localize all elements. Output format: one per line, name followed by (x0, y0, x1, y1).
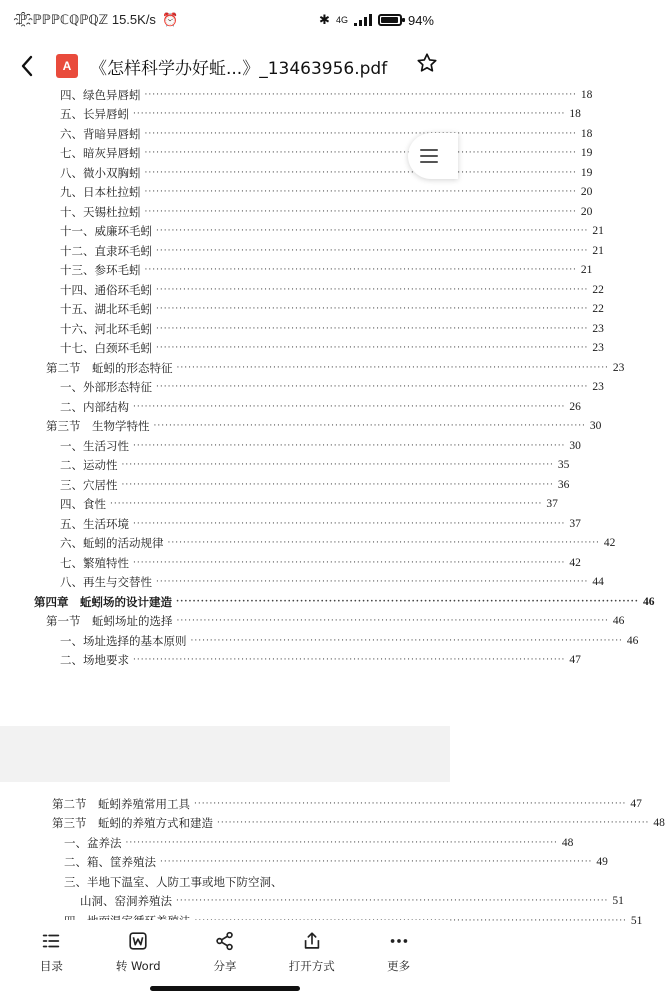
toc-entry-leader (145, 265, 577, 275)
toc-entry-leader (122, 460, 554, 470)
toc-entry-page: 23 (612, 361, 625, 374)
toc-entry-title: 八、微小双胸蚓 (60, 165, 141, 180)
toc-entry-title: 二、内部结构 (60, 399, 129, 414)
page-separator (0, 726, 450, 782)
toc-entry[interactable] (60, 436, 581, 456)
toc-entry-page: 46 (626, 634, 639, 647)
alarm-icon: ⏰ (161, 12, 179, 27)
toc-entry[interactable] (64, 872, 408, 892)
toc-entry[interactable] (60, 534, 616, 554)
toc-entry-page: 42 (603, 537, 616, 550)
toc-entry-leader (160, 857, 592, 867)
toc-entry-title: 第一节 蚯蚓场址的选择 (46, 614, 173, 629)
list-icon (40, 930, 62, 952)
toc-entry-page: 23 (592, 381, 604, 394)
toc-entry-leader (133, 558, 565, 568)
toc-entry-title: 六、蚯蚓的活动规律 (60, 536, 164, 551)
toc-entry-leader (156, 226, 588, 236)
toc-entry-page: 51 (630, 914, 643, 927)
toc-entry-leader (177, 363, 609, 373)
toc-entry-page: 19 (580, 147, 593, 160)
open-with-label: 打开方式 (288, 959, 335, 973)
share-icon (214, 930, 236, 952)
toc-entry[interactable] (52, 814, 665, 834)
toc-entry-title: 一、场址选择的基本原则 (60, 633, 187, 648)
toc-entry[interactable] (80, 892, 624, 912)
toc-entry-title: 山洞、窑洞养殖法 (80, 894, 172, 909)
battery-percent: 94% (407, 12, 434, 28)
toc-entry-page: 42 (569, 556, 581, 569)
more-icon (388, 930, 410, 952)
toc-entry[interactable] (46, 612, 625, 632)
title-bar (0, 44, 450, 88)
convert-word-button[interactable] (98, 930, 178, 974)
toc-entry-leader (110, 499, 542, 509)
toc-label: 目录 (39, 959, 63, 973)
toc-entry-leader (156, 285, 588, 295)
toc-entry-page: 35 (557, 459, 570, 472)
toc-entry[interactable] (60, 631, 639, 651)
toc-entry[interactable] (60, 573, 604, 593)
toc-entry[interactable] (46, 417, 602, 437)
toc-entry-title: 三、穴居性 (60, 477, 118, 492)
toc-entry-title: 一、生活习性 (60, 438, 129, 453)
toc-entry-leader (217, 818, 649, 828)
toc-entry-title: 十三、参环毛蚓 (60, 263, 141, 278)
status-bar (0, 0, 450, 40)
toc-entry-leader (156, 324, 588, 334)
status-left (18, 12, 178, 28)
toc-entry-title: 七、暗灰异唇蚓 (60, 146, 141, 161)
home-indicator[interactable] (150, 986, 300, 991)
toc-entry-leader (133, 655, 565, 665)
back-button[interactable] (14, 51, 40, 81)
toc-entry-title: 第三节 生物学特性 (46, 419, 150, 434)
toc-entry-title: 二、箱、筐养殖法 (64, 855, 156, 870)
toc-entry-leader (156, 343, 588, 353)
convert-word-label: 转 Word (115, 959, 161, 973)
toc-entry-title: 十四、通俗环毛蚓 (60, 282, 152, 297)
toc-entry-title: 十一、威廉环毛蚓 (60, 224, 152, 239)
toc-entry-page: 21 (592, 225, 604, 238)
toc-entry[interactable] (60, 124, 593, 144)
toc-entry-page: 21 (580, 264, 593, 277)
open-with-icon (301, 930, 323, 952)
toc-entry[interactable] (60, 163, 593, 183)
document-title: 《怎样科学办好蚯...》_13463956.pdf (90, 58, 388, 79)
toc-entry[interactable] (60, 85, 593, 105)
toc-entry-leader (156, 382, 588, 392)
toc-entry-leader (156, 577, 588, 587)
toc-entry-title: 十七、白颈环毛蚓 (60, 341, 152, 356)
toc-entry-page: 44 (592, 576, 604, 589)
toc-entry[interactable] (34, 592, 655, 612)
toc-entry-leader (126, 838, 558, 848)
toc-entry-title: 三、半地下温室、人防工事或地下防空洞、 (64, 874, 283, 889)
toc-entry-page: 22 (592, 303, 604, 316)
toc-entry-leader (177, 616, 609, 626)
toc-entry-title: 九、日本杜拉蚓 (60, 185, 141, 200)
back-arrow-icon (20, 55, 34, 77)
toc-entry[interactable] (60, 105, 581, 125)
toc-entry-title: 十五、湖北环毛蚓 (60, 302, 152, 317)
toc-entry[interactable] (60, 202, 593, 222)
toc-entry-title: 二、运动性 (60, 458, 118, 473)
toc-entry-page: 20 (580, 186, 593, 199)
toc-entry[interactable] (60, 241, 604, 261)
toc-entry-leader (191, 636, 623, 646)
toc-entry-page: 18 (580, 88, 593, 101)
toc-entry[interactable] (60, 144, 593, 164)
toc-entry[interactable] (60, 280, 604, 300)
toc-entry[interactable] (60, 300, 604, 320)
toc-entry-page: 51 (612, 895, 624, 908)
toc-entry-leader (194, 799, 626, 809)
toc-entry-title: 十二、直隶环毛蚓 (60, 243, 152, 258)
pdf-file-icon: A (56, 54, 78, 78)
toc-entry-page: 47 (630, 797, 642, 810)
toc-entry-leader (156, 246, 588, 256)
toc-entry-leader (156, 304, 588, 314)
favorite-button[interactable] (416, 52, 438, 80)
share-label: 分享 (213, 959, 237, 973)
toc-entry-page: 47 (569, 654, 581, 667)
toc-entry-title: 第二节 蚯蚓养殖常用工具 (52, 796, 190, 811)
toc-entry[interactable] (60, 495, 558, 515)
toc-entry[interactable] (60, 475, 570, 495)
toc-entry-page: 23 (592, 342, 604, 355)
toc-entry-leader (145, 168, 577, 178)
toc-entry-title: 五、长异唇蚓 (60, 107, 129, 122)
toc-entry-title: 第四章 蚯蚓场的设计建造 (34, 594, 172, 609)
toc-entry-leader (145, 207, 577, 217)
toc-entry-page: 18 (580, 127, 593, 140)
more-label: 更多 (387, 959, 411, 973)
toc-entry-page: 18 (569, 108, 581, 121)
toc-button[interactable] (11, 930, 91, 974)
toc-entry-title: 五、生活环境 (60, 516, 129, 531)
bluetooth-icon: ✱ (319, 12, 330, 27)
toc-entry-leader (168, 538, 600, 548)
word-icon (127, 930, 149, 952)
toc-entry-page: 22 (592, 283, 604, 296)
toc-entry-title: 二、场地要求 (60, 653, 129, 668)
toc-entry-title: 第二节 蚯蚓的形态特征 (46, 360, 173, 375)
toc-entry[interactable] (60, 378, 604, 398)
toc-entry[interactable] (64, 833, 574, 853)
toc-entry-page: 46 (642, 595, 655, 608)
toc-entry-leader (154, 421, 586, 431)
toc-entry-page: 20 (580, 205, 593, 218)
toc-entry-leader (145, 187, 577, 197)
signal-icon (354, 14, 372, 26)
toc-entry-title: 八、再生与交替性 (60, 575, 152, 590)
toc-entry-leader (176, 896, 608, 906)
battery-fill (381, 17, 398, 23)
toc-entry-page: 49 (596, 856, 608, 869)
toc-entry-page: 48 (653, 817, 665, 830)
toc-entry-page: 19 (580, 166, 593, 179)
toc-entry[interactable] (60, 553, 581, 573)
toc-entry-page: 23 (592, 322, 604, 335)
toc-entry-page: 30 (569, 439, 581, 452)
pdf-page-2[interactable] (0, 782, 665, 927)
toc-entry[interactable] (60, 456, 570, 476)
toc-entry-title: 四、绿色异唇蚓 (60, 87, 141, 102)
network-type: 4G (335, 15, 348, 25)
toc-entry-leader (133, 441, 565, 451)
toc-entry-page: 36 (557, 478, 570, 491)
toc-entry-page: 30 (589, 420, 602, 433)
toc-entry-title: 四、食性 (60, 497, 106, 512)
toc-entry-page: 37 (569, 517, 581, 530)
toc-entry[interactable] (46, 358, 625, 378)
toc-entry-title: 七、繁殖特性 (60, 555, 129, 570)
toc-entry-leader (176, 597, 639, 607)
toc-entry-title: 一、外部形态特征 (60, 380, 152, 395)
toc-entry-leader (133, 402, 565, 412)
toc-entry-title: 第三节 蚯蚓的养殖方式和建造 (52, 816, 213, 831)
toc-entry[interactable] (60, 183, 593, 203)
menu-icon (420, 149, 438, 163)
bottom-toolbar (0, 920, 450, 984)
toc-entry-title: 十、天锡杜拉蚓 (60, 204, 141, 219)
toc-entry[interactable] (52, 794, 642, 814)
toc-entry[interactable] (64, 853, 608, 873)
more-button[interactable] (359, 930, 439, 974)
toc-entry-title: 六、背暗异唇蚓 (60, 126, 141, 141)
star-icon (416, 52, 438, 74)
side-menu-button[interactable] (408, 133, 458, 179)
share-button[interactable] (185, 930, 265, 974)
toc-entry-page: 46 (612, 615, 625, 628)
toc-entry-leader (133, 519, 565, 529)
toc-entry[interactable] (60, 319, 604, 339)
toc-entry-title: 一、盆养法 (64, 835, 122, 850)
toc-entry-page: 21 (592, 244, 604, 257)
toc-entry-leader (133, 109, 565, 119)
toc-entry-leader (122, 480, 554, 490)
toc-entry[interactable] (60, 514, 581, 534)
toc-entry[interactable] (60, 261, 593, 281)
toc-entry[interactable] (60, 397, 581, 417)
toc-entry[interactable] (60, 222, 604, 242)
toc-entry-leader (145, 90, 577, 100)
toc-entry[interactable] (60, 339, 604, 359)
toc-entry-page: 26 (569, 400, 581, 413)
battery-icon (378, 14, 402, 26)
toc-entry-title: 十六、河北环毛蚓 (60, 321, 152, 336)
toc-entry-leader (145, 148, 577, 158)
open-with-button[interactable] (272, 930, 352, 974)
toc-entry-page: 48 (561, 836, 574, 849)
pdf-page-1[interactable] (0, 87, 655, 726)
toc-entry-leader (145, 129, 577, 139)
status-left-text: ℙ҈ℙℙℙℂℚℙℚℤ 15.5K/s (18, 12, 156, 27)
status-right (319, 12, 434, 28)
toc-entry[interactable] (60, 651, 581, 671)
toc-entry-page: 37 (546, 498, 558, 511)
